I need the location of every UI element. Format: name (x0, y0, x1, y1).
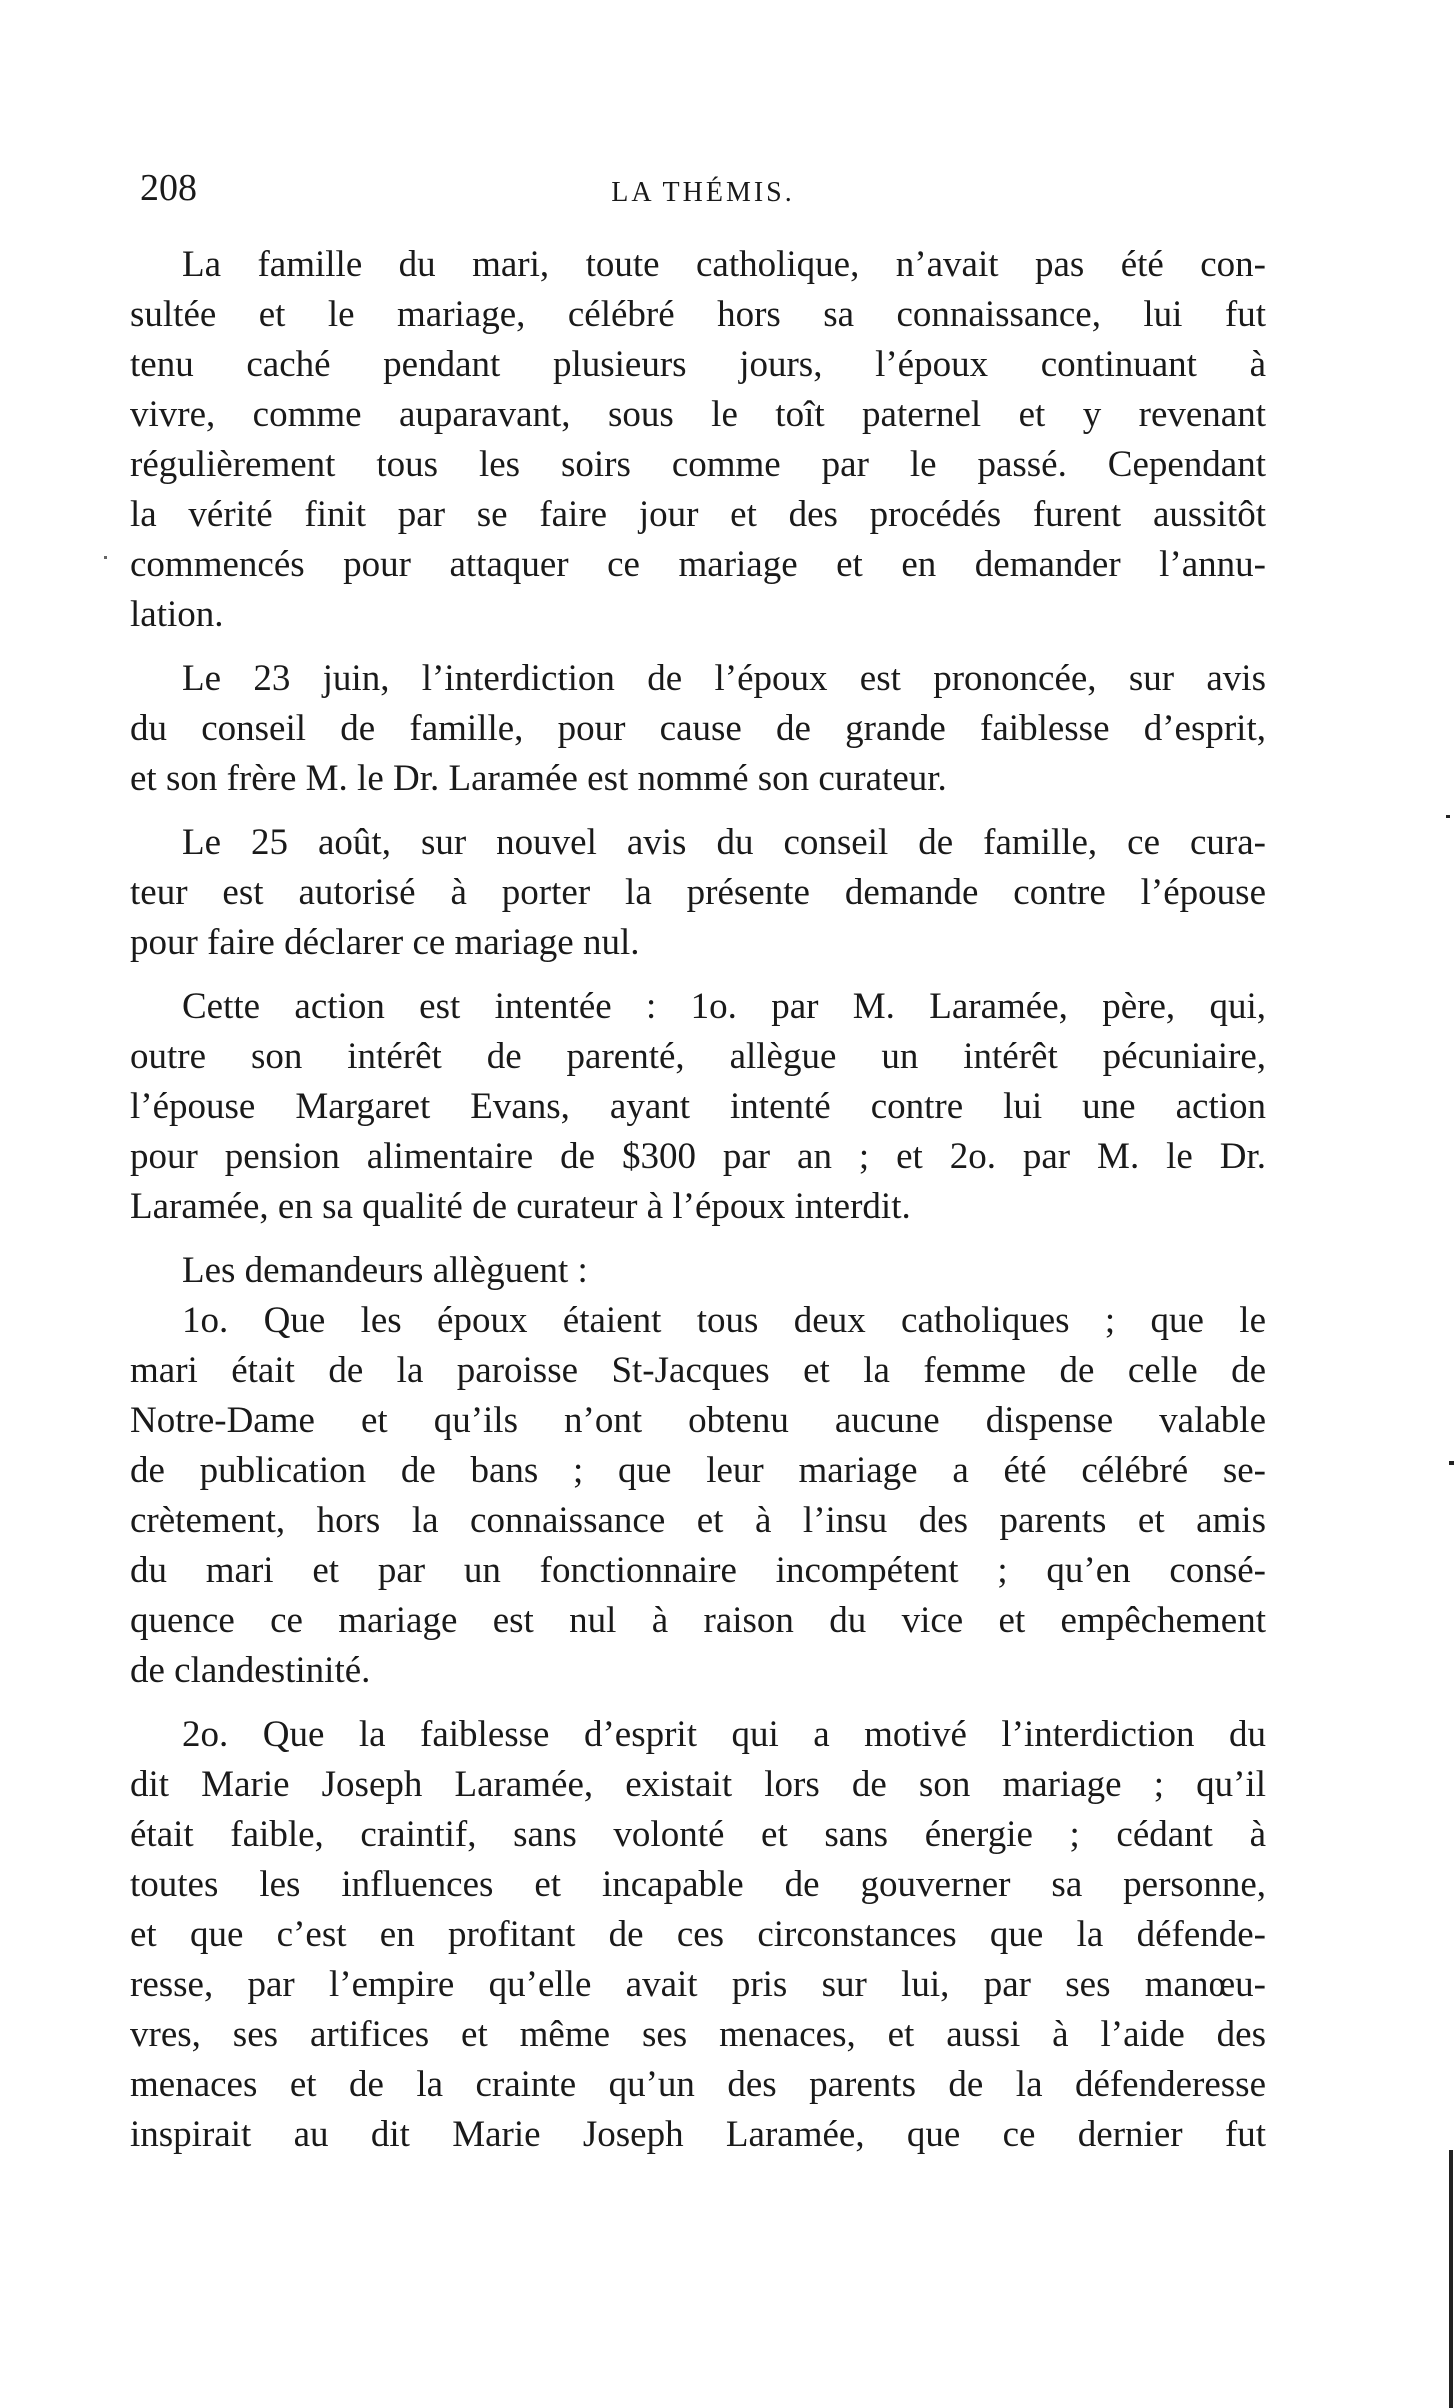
text-line: toutes les influences et incapable de gouverner sa personne, (130, 1864, 1266, 1905)
body-text (128, 240, 1268, 2174)
text-line: resse, par l’empire qu’elle avait pris sur lui, par ses manœu- (130, 1964, 1266, 2005)
text-line: sultée et le mariage, célébré hors sa connaissance, lui fut (130, 294, 1266, 335)
paragraph-curator-authorized (128, 818, 1268, 968)
text-line: commencés pour attaquer ce mariage et en demander l’annu- (130, 544, 1266, 585)
text-line: quence ce mariage est nul à raison du vice et empêchement (130, 1600, 1266, 1641)
text-line: crètement, hors la connaissance et à l’insu des parents et amis (130, 1500, 1266, 1541)
text-line: menaces et de la crainte qu’un des parents de la défenderesse (130, 2064, 1266, 2105)
text-line: de publication de bans ; que leur mariage a été célébré se- (130, 1450, 1266, 1491)
text-line: Le 23 juin, l’interdiction de l’époux est prononcée, sur avis (182, 658, 1266, 699)
text-line: La famille du mari, toute catholique, n’avait pas été con- (182, 244, 1266, 285)
text-line: dit Marie Joseph Laramée, existait lors de son mariage ; qu’il (130, 1764, 1266, 1805)
scan-speck (1449, 1461, 1454, 1465)
scan-speck (1446, 815, 1450, 818)
text-line: teur est autorisé à porter la présente demande contre l’épouse (130, 872, 1266, 913)
paragraph-action-brought (128, 982, 1268, 1232)
running-title: LA THÉMIS. (611, 177, 795, 208)
paragraph-allegation-2 (128, 1710, 1268, 2160)
text-line: la vérité finit par se faire jour et des procédés furent aussitôt (130, 494, 1266, 535)
scan-edge-shadow (1449, 2150, 1453, 2408)
text-line: tenu caché pendant plusieurs jours, l’époux continuant à (130, 344, 1266, 385)
text-line: Notre-Dame et qu’ils n’ont obtenu aucune dispense valable (130, 1400, 1266, 1441)
text-line: 1o. Que les époux étaient tous deux catholiques ; que le (182, 1300, 1266, 1341)
text-line: Laramée, en sa qualité de curateur à l’époux interdit. (130, 1186, 911, 1227)
text-line: Les demandeurs allèguent : (182, 1250, 588, 1291)
text-line: mari était de la paroisse St-Jacques et la femme de celle de (130, 1350, 1266, 1391)
text-line: vres, ses artifices et même ses menaces, et aussi à l’aide des (130, 2014, 1266, 2055)
text-line: et son frère M. le Dr. Laramée est nommé son curateur. (130, 758, 947, 799)
text-line: et que c’est en profitant de ces circonstances que la défende- (130, 1914, 1266, 1955)
paragraph-plaintiffs-allege (128, 1246, 1268, 1296)
text-line: du mari et par un fonctionnaire incompétent ; qu’en consé- (130, 1550, 1266, 1591)
paragraph-interdiction (128, 654, 1268, 804)
text-line: inspirait au dit Marie Joseph Laramée, que ce dernier fut (130, 2114, 1266, 2155)
text-line: régulièrement tous les soirs comme par le passé. Cependant (130, 444, 1266, 485)
text-line: lation. (130, 594, 224, 635)
text-line: pour pension alimentaire de $300 par an ; et 2o. par M. le Dr. (130, 1136, 1266, 1177)
text-line: du conseil de famille, pour cause de grande faiblesse d’esprit, (130, 708, 1266, 749)
text-line: Le 25 août, sur nouvel avis du conseil de famille, ce cura- (182, 822, 1266, 863)
text-line: vivre, comme auparavant, sous le toît paternel et y revenant (130, 394, 1266, 435)
paragraph-family-not-consulted (128, 240, 1268, 640)
text-line: Cette action est intentée : 1o. par M. Laramée, père, qui, (182, 986, 1266, 1027)
page-header (138, 168, 1268, 218)
scan-speck (104, 556, 107, 559)
text-line: outre son intérêt de parenté, allègue un intérêt pécuniaire, (130, 1036, 1266, 1077)
text-line: pour faire déclarer ce mariage nul. (130, 922, 640, 963)
paragraph-allegation-1 (128, 1296, 1268, 1696)
text-line: de clandestinité. (130, 1650, 371, 1691)
text-line: 2o. Que la faiblesse d’esprit qui a motivé l’interdiction du (182, 1714, 1266, 1755)
page-number: 208 (140, 167, 197, 209)
text-line: l’épouse Margaret Evans, ayant intenté contre lui une action (130, 1086, 1266, 1127)
text-line: était faible, craintif, sans volonté et sans énergie ; cédant à (130, 1814, 1266, 1855)
